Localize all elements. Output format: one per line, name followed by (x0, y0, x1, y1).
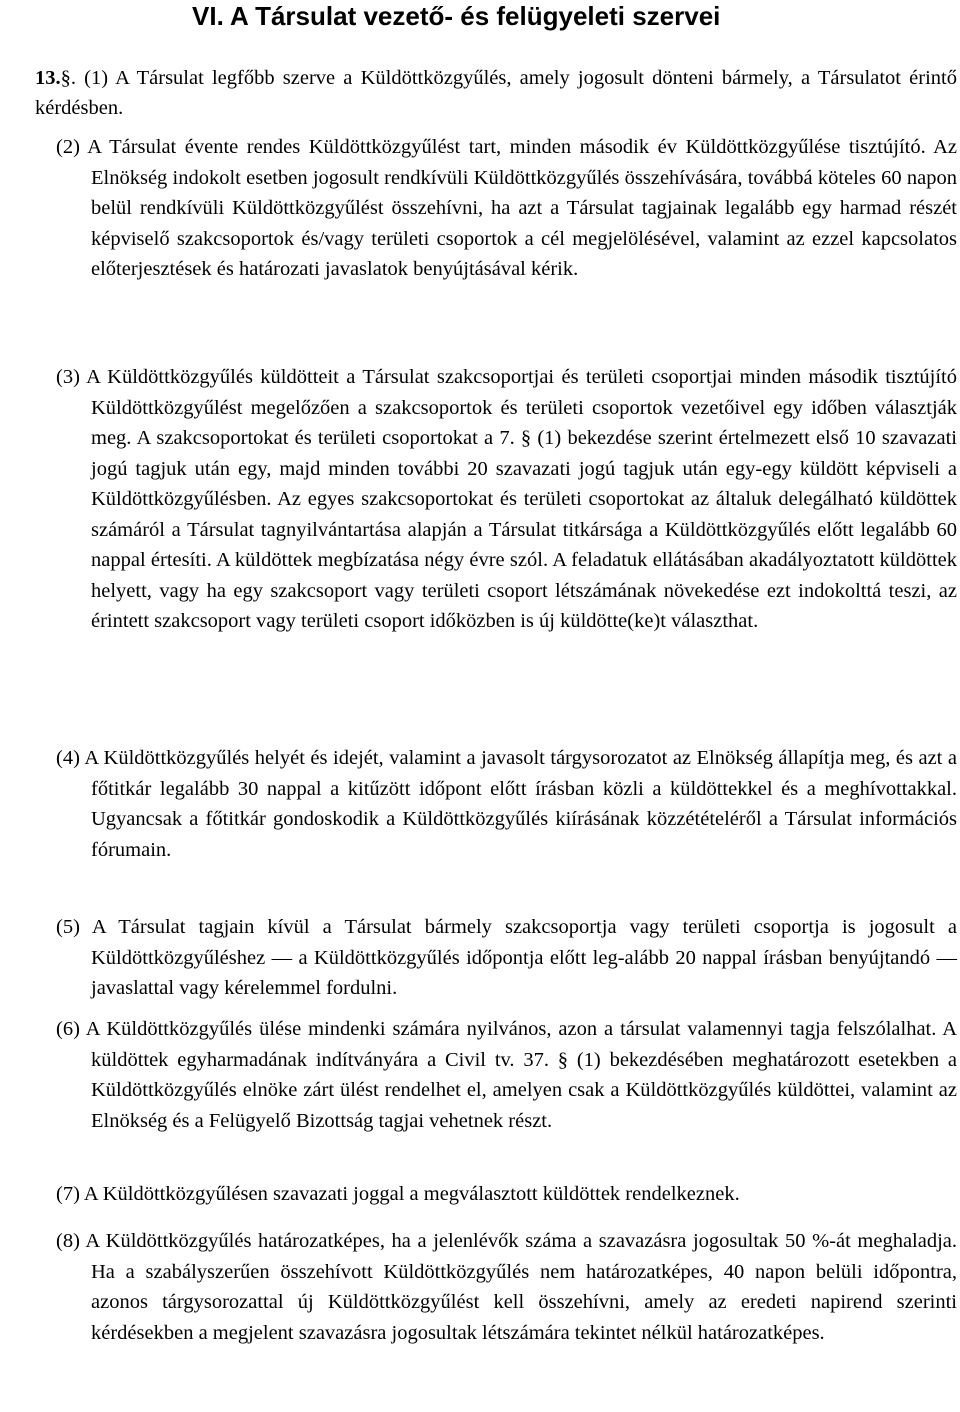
paragraph-text: A Társulat tagjain kívül a Társulat bármely szakcsoportja vagy területi csoportja is jogosult a Küldöttközgyűléshez — a Küldöttközgyűlés időpontja előtt leg-alább 20 nappal írásban benyújtandó — javaslattal vagy kérelemmel fordulni. (91, 916, 957, 999)
paragraph-text: §. (1) A Társulat legfőbb szerve a Küldöttközgyűlés, amely jogosult dönteni bármely, a Társulatot érintő kérdésben. (35, 67, 957, 119)
section-13-paragraph-1 (35, 63, 957, 123)
paragraph-5 (56, 912, 957, 1004)
paragraph-label: (2) (56, 136, 80, 158)
paragraph-text: A Küldöttközgyűlés helyét és idejét, valamint a javasolt tárgysorozatot az Elnökség állapítja meg, és azt a főtitkár legalább 30 nappal a kitűzött időpont előtt írásban közli a küldöttekkel és a meghívottakkal. Ugyancsak a főtitkár gondoskodik a Küldöttközgyűlés kiírásának közzétételéről a Társulat információs fórumain. (84, 747, 957, 861)
paragraph-6 (56, 1014, 957, 1136)
paragraph-8 (56, 1226, 957, 1348)
paragraph-label: (8) (56, 1230, 80, 1252)
paragraph-3 (56, 362, 957, 637)
paragraph-label: (5) (56, 916, 80, 938)
paragraph-text: A Küldöttközgyűlésen szavazati joggal a megválasztott küldöttek rendelkeznek. (83, 1183, 740, 1205)
paragraph-2 (56, 132, 957, 285)
paragraph-text: A Küldöttközgyűlés küldötteit a Társulat szakcsoportjai és területi csoportjai minden második tisztújító Küldöttközgyűlést megelőzően a szakcsoportok és területi csoportok vezetőivel egy időben választják meg. A szakcsoportokat és területi csoportokat a 7. § (1) bekezdése szerint értelmezett első 10 szavazati jogú tagjuk után egy, majd minden további 20 szavazati jogú tagjuk után egy-egy küldött képviseli a Küldöttközgyűlésben. Az egyes szakcsoportokat és területi csoportokat az általuk delegálható küldöttek számáról a Társulat tagnyilvántartása alapján a Társulat titkársága a Küldöttközgyűlés előtt legalább 60 nappal értesíti. A küldöttek megbízatása négy évre szól. A feladatuk ellátásában akadályoztatott küldöttek helyett, vagy ha egy szakcsoport vagy területi csoport létszámának növekedése ezt indokolttá teszi, az érintett szakcsoport vagy területi csoport időközben is új küldötte(ke)t választhat. (86, 366, 957, 632)
paragraph-text: A Küldöttközgyűlés határozatképes, ha a jelenlévők száma a szavazásra jogosultak 50 %-át meghaladja. Ha a szabályszerűen összehívott Küldöttközgyűlés nem határozatképes, 40 napon belüli időpontra, azonos tárgysorozattal új Küldöttközgyűlést kell összehívni, amely az eredeti napirend szerinti kérdésekben a megjelent szavazásra jogosultak létszámára tekintet nélkül határozatképes. (85, 1230, 958, 1344)
paragraph-label: (4) (56, 747, 80, 769)
paragraph-text: A Társulat évente rendes Küldöttközgyűlést tart, minden második év Küldöttközgyűlése tisztújító. Az Elnökség indokolt esetben jogosult rendkívüli Küldöttközgyűlés összehívására, továbbá köteles 60 napon belül rendkívüli Küldöttközgyűlést összehívni, ha azt a Társulat tagjainak legalább egy harmad részét képviselő szakcsoportok és/vagy területi csoportok a cél megjelölésével, valamint az ezzel kapcsolatos előterjesztések és határozati javaslatok benyújtásával kérik. (87, 136, 957, 280)
paragraph-label: (3) (56, 366, 80, 388)
paragraph-7 (56, 1179, 957, 1210)
chapter-heading: VI. A Társulat vezető- és felügyeleti szervei (192, 1, 721, 31)
section-number: 13. (35, 67, 61, 89)
paragraph-4 (56, 743, 957, 865)
paragraph-label: (6) (56, 1018, 80, 1040)
paragraph-text: A Küldöttközgyűlés ülése mindenki számára nyilvános, azon a társulat valamennyi tagja felszólalhat. A küldöttek egyharmadának indítványára a Civil tv. 37. § (1) bekezdésében meghatározott esetekben a Küldöttközgyűlés elnöke zárt ülést rendelhet el, amelyen csak a Küldöttközgyűlés küldöttei, valamint az Elnökség és a Felügyelő Bizottság tagjai vehetnek részt. (85, 1018, 957, 1132)
paragraph-label: (7) (56, 1183, 80, 1205)
